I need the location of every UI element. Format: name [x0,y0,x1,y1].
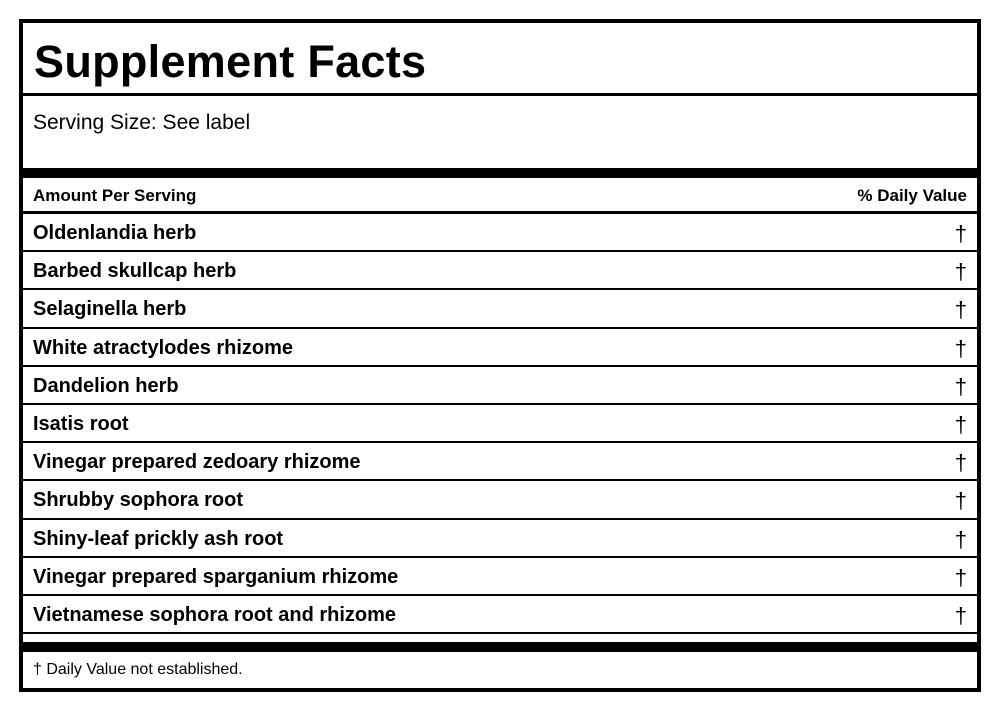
ingredient-daily-value: † [954,297,967,323]
ingredient-daily-value: † [954,526,967,552]
ingredient-daily-value: † [954,450,967,476]
ingredient-daily-value: † [954,259,967,285]
ingredient-row [23,290,977,328]
ingredient-daily-value: † [954,221,967,246]
supplement-facts-panel [19,19,981,692]
bottom-divider [23,642,977,652]
ingredient-daily-value: † [954,564,967,590]
daily-value-header: % Daily Value [857,186,967,205]
ingredient-row [23,596,977,634]
column-header-row [23,178,977,214]
title-section [23,23,977,96]
ingredient-name: Barbed skullcap herb [33,260,237,283]
ingredient-row [23,367,977,405]
ingredient-name: Selaginella herb [33,298,187,321]
ingredient-name: Vinegar prepared zedoary rhizome [33,451,361,474]
panel-title: Supplement Facts [34,36,427,87]
ingredient-row [23,405,977,443]
ingredient-name: Oldenlandia herb [33,222,197,244]
ingredient-name: Vietnamese sophora root and rhizome [33,603,397,626]
ingredient-row [23,558,977,596]
ingredient-name: Isatis root [33,412,129,435]
ingredient-row [23,520,977,558]
ingredient-row [23,481,977,519]
daily-value-footnote: † Daily Value not established. [33,661,243,678]
ingredient-row [23,252,977,290]
ingredient-daily-value: † [954,373,967,399]
ingredient-daily-value: † [954,411,967,437]
ingredient-daily-value: † [954,488,967,514]
ingredient-name: Dandelion herb [33,374,179,397]
amount-per-serving-header: Amount Per Serving [33,186,197,205]
ingredient-name: Shiny-leaf prickly ash root [33,527,284,550]
ingredient-row [23,329,977,367]
ingredient-name: Shrubby sophora root [33,489,243,512]
ingredient-name: White atractylodes rhizome [33,336,294,359]
ingredient-list [23,214,977,634]
ingredient-row [23,443,977,481]
ingredient-name: Vinegar prepared sparganium rhizome [33,565,399,588]
ingredient-daily-value: † [954,335,967,361]
ingredient-row [23,214,977,252]
ingredient-daily-value: † [954,602,967,628]
serving-size: Serving Size: See label [33,111,251,134]
top-divider [23,168,977,178]
